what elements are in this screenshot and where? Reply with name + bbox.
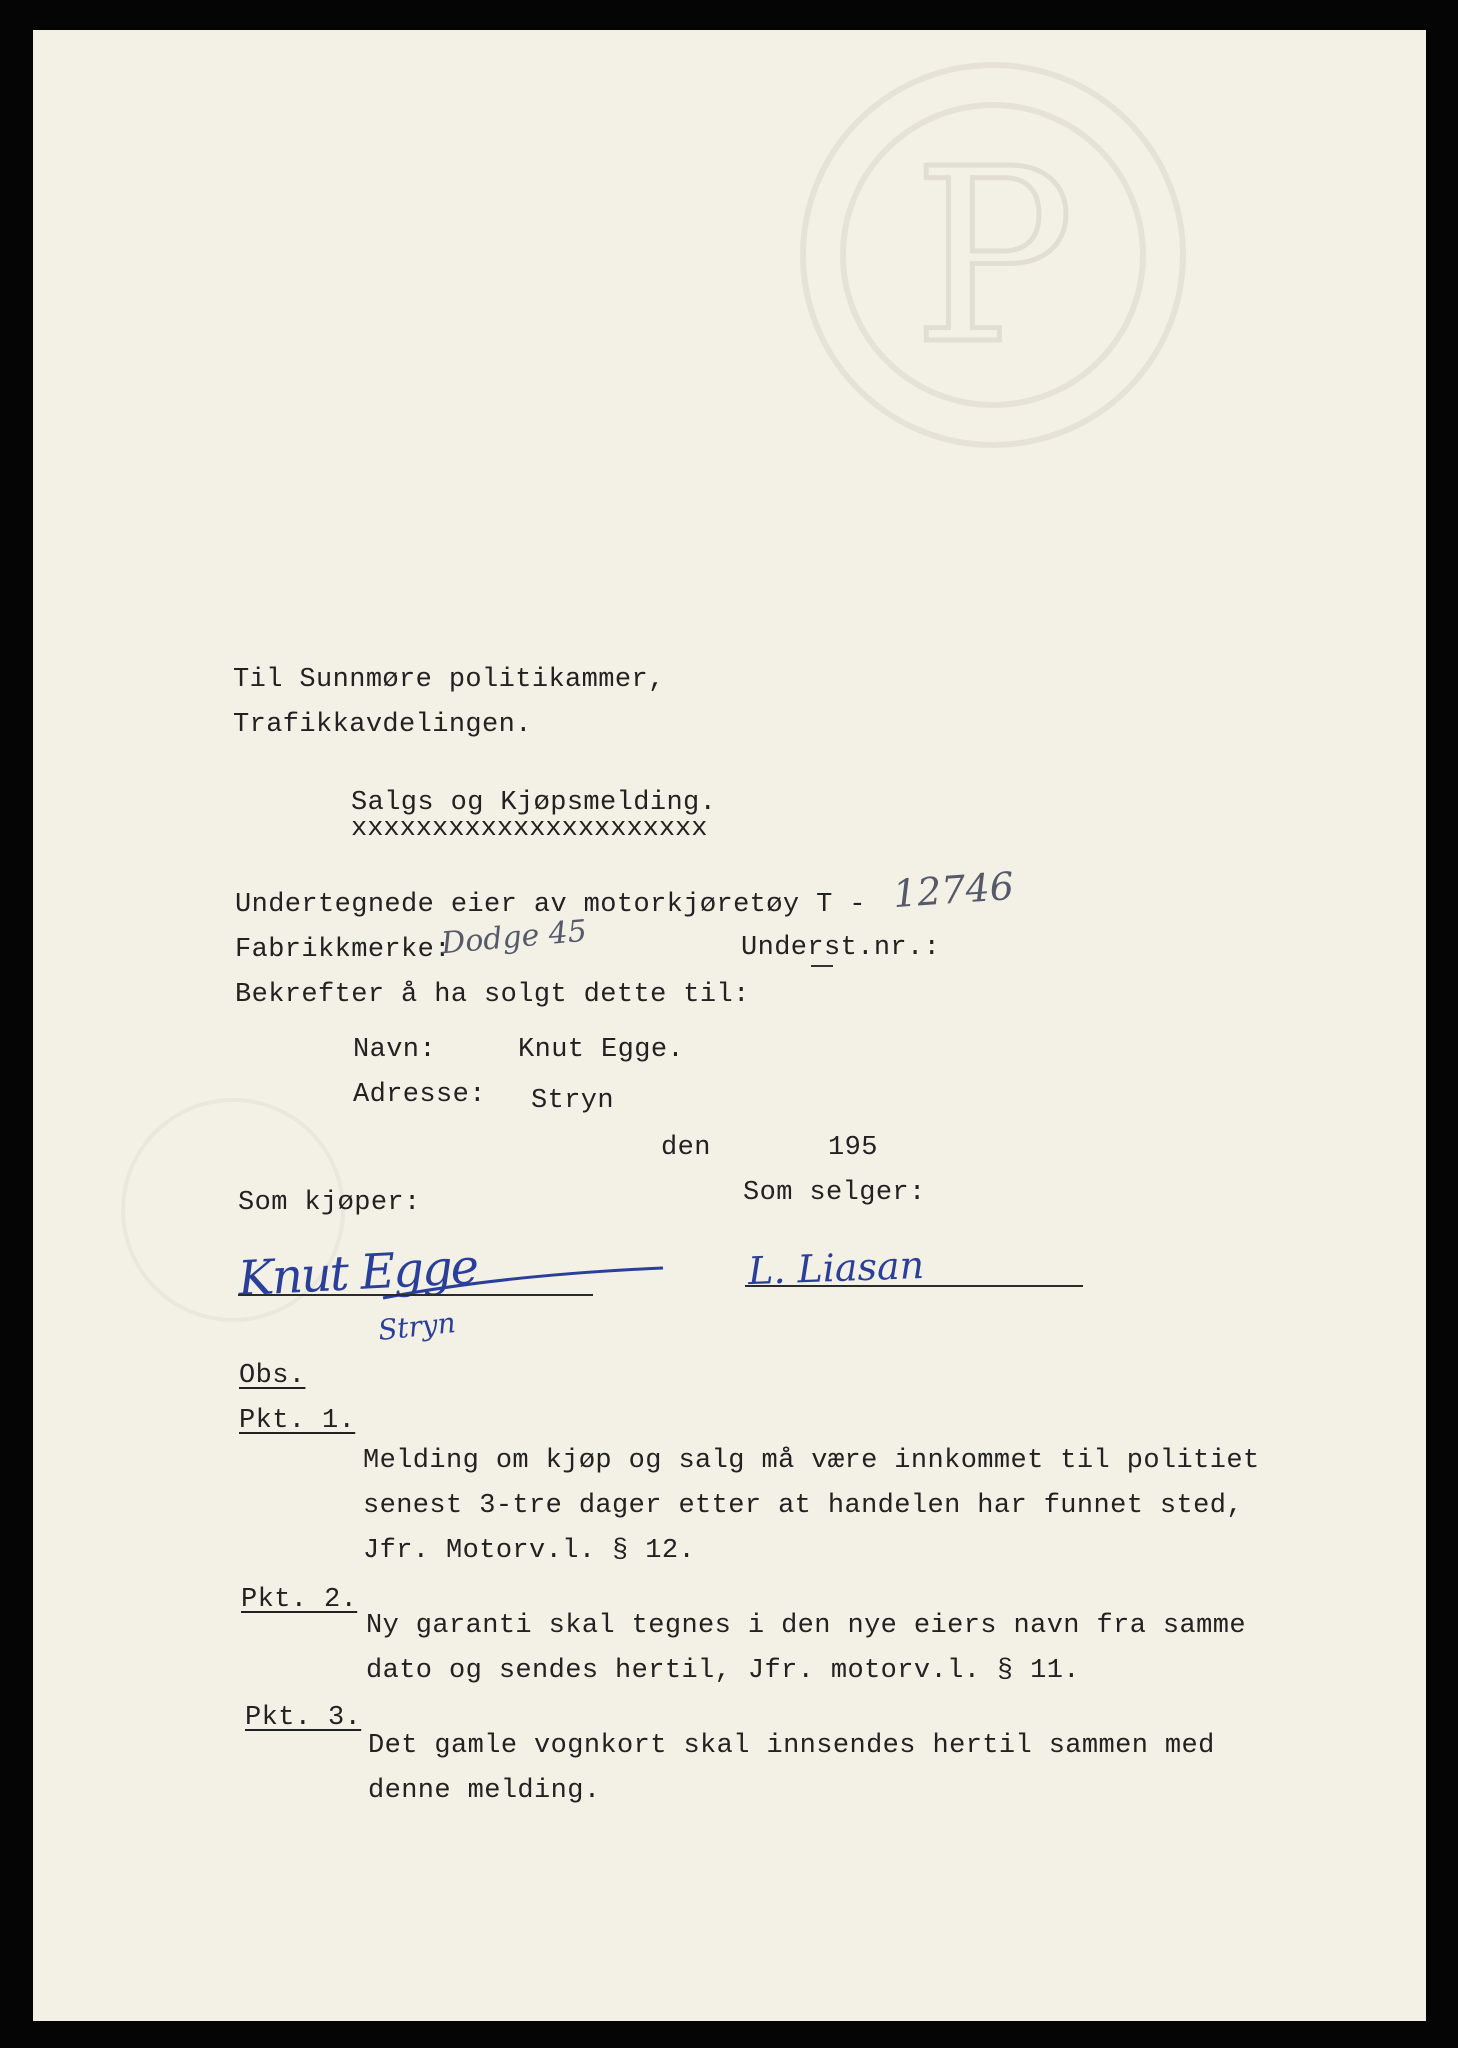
buyer-address-value: Stryn — [531, 1086, 615, 1116]
date-year: 195 — [828, 1133, 878, 1163]
chassis-label: Underst.nr.: — [741, 933, 941, 963]
owner-label: Undertegnede eier av motorkjøretøy T - — [235, 890, 866, 920]
obs-heading: Obs. — [239, 1361, 306, 1391]
pkt-1-line-2: senest 3-tre dager etter at handelen har funnet sted, — [363, 1491, 1243, 1521]
pkt-2-line-2: dato og sendes hertil, Jfr. motorv.l. § 11. — [366, 1656, 1080, 1686]
registration-number: 12746 — [891, 863, 1016, 917]
buyer-name-value: Knut Egge. — [518, 1035, 685, 1065]
svg-text:P: P — [913, 117, 1075, 397]
pkt-3-line-1: Det gamle vognkort skal innsendes hertil sammen med — [368, 1731, 1215, 1761]
pkt-1-line-1: Melding om kjøp og salg må være innkommet til politiet — [363, 1446, 1260, 1476]
seller-signature-label: Som selger: — [743, 1178, 926, 1208]
recipient-line-1: Til Sunnmøre politikammer, — [233, 665, 665, 695]
document-page — [33, 30, 1426, 2021]
pkt-3-label: Pkt. 3. — [245, 1703, 362, 1733]
pkt-3-line-2: denne melding. — [368, 1776, 601, 1806]
buyer-address-label: Adresse: — [353, 1080, 486, 1110]
confirm-label: Bekrefter å ha solgt dette til: — [235, 980, 750, 1010]
buyer-name-label: Navn: — [353, 1035, 437, 1065]
seller-signature: L. Liasan — [747, 1242, 925, 1294]
pkt-2-line-1: Ny garanti skal tegnes i den nye eiers navn fra samme — [366, 1611, 1246, 1641]
buyer-signature-label: Som kjøper: — [238, 1188, 421, 1218]
date-label: den — [661, 1133, 711, 1163]
pkt-2-label: Pkt. 2. — [241, 1585, 358, 1615]
pkt-1-label: Pkt. 1. — [239, 1406, 356, 1436]
signature-strokes — [33, 30, 1426, 2021]
make-value: Dodge 45 — [439, 913, 589, 962]
buyer-signature: Knut Egge — [236, 1238, 479, 1308]
pkt-1-line-3: Jfr. Motorv.l. § 12. — [363, 1536, 696, 1566]
page-title: Salgs og Kjøpsmelding. — [351, 788, 717, 818]
buyer-place: Stryn — [376, 1306, 458, 1347]
title-strike-line: xxxxxxxxxxxxxxxxxxxxxx — [351, 814, 708, 844]
make-label: Fabrikkmerke: — [235, 935, 451, 965]
recipient-line-2: Trafikkavdelingen. — [233, 710, 532, 740]
